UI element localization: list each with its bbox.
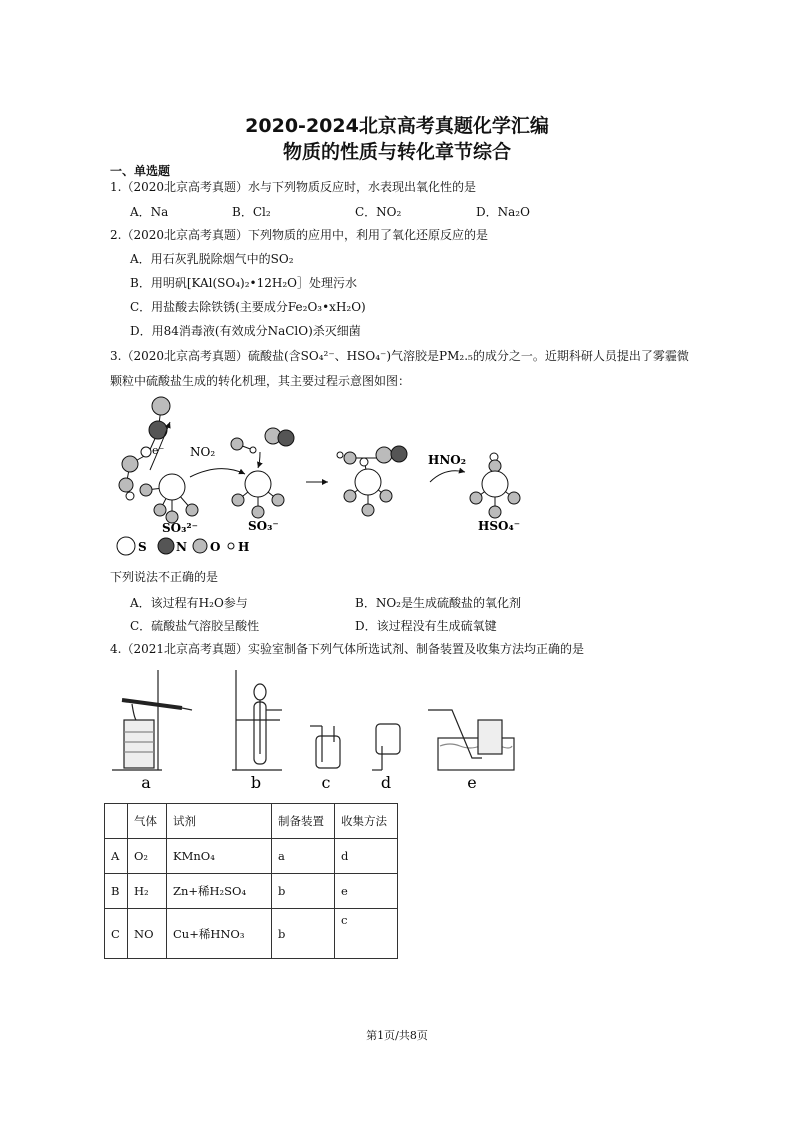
legend-o: O — [210, 540, 221, 554]
table-row — [105, 839, 398, 874]
q3-option-c: C．硫酸盐气溶胶呈酸性 — [130, 619, 260, 633]
q2-stem: 2.（2020北京高考真题）下列物质的应用中，利用了氧化还原反应的是 — [110, 228, 488, 242]
table-cell: c — [335, 909, 398, 959]
table-cell: d — [335, 839, 398, 874]
q3-stem-line2: 颗粒中硫酸盐生成的转化机理，其主要过程示意图如图： — [110, 374, 411, 388]
table-cell: b — [272, 874, 335, 909]
table-cell: NO — [128, 909, 167, 959]
gas-apparatus-figure — [110, 662, 530, 792]
sulfate-mechanism-diagram — [110, 392, 540, 560]
table-header-row — [105, 804, 398, 839]
table-cell: Zn+稀H₂SO₄ — [167, 874, 272, 909]
q1-option-d: D．Na₂O — [476, 205, 530, 219]
doc-title: 2020-2024北京高考真题化学汇编 — [245, 115, 549, 137]
q1-option-b: B．Cl₂ — [232, 205, 271, 219]
section-heading: 一、单选题 — [110, 164, 171, 178]
table-cell: e — [335, 874, 398, 909]
hso4-label: HSO₄⁻ — [478, 519, 521, 533]
apparatus-label-c: c — [321, 773, 331, 792]
table-cell: O₂ — [128, 839, 167, 874]
hno2-label: HNO₂ — [428, 453, 467, 467]
table-header: 气体 — [128, 804, 167, 839]
table-cell: B — [105, 874, 128, 909]
q3-prompt: 下列说法不正确的是 — [110, 570, 219, 584]
apparatus-label-a: a — [141, 773, 151, 792]
table-cell: a — [272, 839, 335, 874]
q2-option-c: C．用盐酸去除铁锈(主要成分Fe₂O₃•xH₂O) — [130, 300, 366, 314]
q1-option-a: A．Na — [130, 205, 169, 219]
q4-stem: 4.（2021北京高考真题）实验室制备下列气体所选试剂、制备装置及收集方法均正确的是 — [110, 642, 584, 656]
table-cell: C — [105, 909, 128, 959]
q3-stem-line1: 3.（2020北京高考真题）硫酸盐(含SO₄²⁻、HSO₄⁻)气溶胶是PM₂.₅的成分之一。近期科研人员提出了雾霾微 — [110, 349, 689, 363]
q3-option-b: B．NO₂是生成硫酸盐的氧化剂 — [355, 596, 521, 610]
table-header: 制备装置 — [272, 804, 335, 839]
table-cell: b — [272, 909, 335, 959]
q4-table — [104, 803, 398, 959]
no2-label: NO₂ — [190, 445, 216, 459]
table-header: 试剂 — [167, 804, 272, 839]
table-header: 收集方法 — [335, 804, 398, 839]
table-row — [105, 874, 398, 909]
electron-label: e⁻ — [152, 444, 165, 457]
page-footer: 第1页/共8页 — [366, 1029, 428, 1042]
so3-2-label: SO₃²⁻ — [162, 521, 198, 535]
table-row — [105, 909, 398, 959]
q3-option-a: A．该过程有H₂O参与 — [130, 596, 248, 610]
table-cell: H₂ — [128, 874, 167, 909]
legend-n: N — [176, 540, 187, 554]
q3-option-d: D．该过程没有生成硫氧键 — [355, 619, 497, 633]
q1-option-c: C．NO₂ — [355, 205, 402, 219]
q1-stem: 1.（2020北京高考真题）水与下列物质反应时，水表现出氧化性的是 — [110, 180, 476, 194]
q2-option-b: B．用明矾[KAl(SO₄)₂•12H₂O］处理污水 — [130, 276, 357, 290]
table-cell: A — [105, 839, 128, 874]
so3-label: SO₃⁻ — [248, 519, 279, 533]
q2-option-a: A．用石灰乳脱除烟气中的SO₂ — [130, 252, 294, 266]
apparatus-label-e: e — [467, 773, 477, 792]
doc-subtitle: 物质的性质与转化章节综合 — [282, 141, 511, 163]
table-header — [105, 804, 128, 839]
legend-h: H — [238, 540, 250, 554]
apparatus-label-d: d — [380, 773, 392, 792]
table-cell: KMnO₄ — [167, 839, 272, 874]
legend-s: S — [138, 540, 147, 554]
apparatus-label-b: b — [250, 773, 262, 792]
q2-option-d: D．用84消毒液(有效成分NaClO)杀灭细菌 — [130, 324, 361, 338]
table-cell: Cu+稀HNO₃ — [167, 909, 272, 959]
